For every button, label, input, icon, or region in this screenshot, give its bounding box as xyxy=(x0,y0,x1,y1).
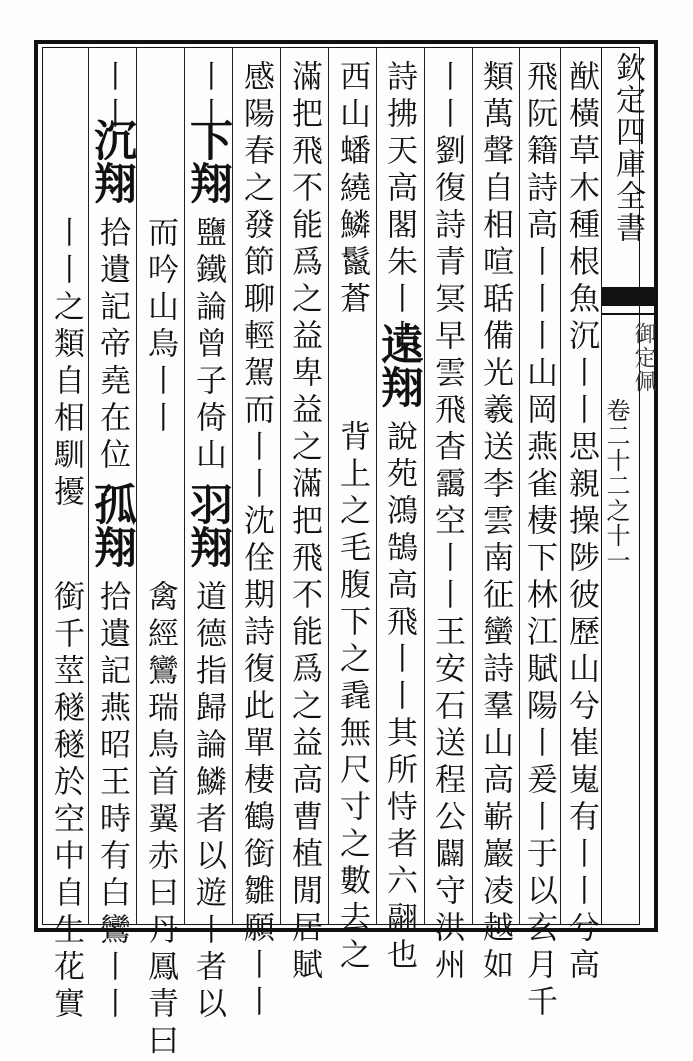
text-column: 禽經鸞瑞鳥首翼赤曰丹鳳青曰 xyxy=(142,580,178,1061)
column-rule xyxy=(472,47,473,925)
entry-heading: 沉翔 xyxy=(87,118,137,204)
column-rule xyxy=(424,47,425,925)
text-column: 銜千莖穟穟於空中自生花實 xyxy=(48,580,84,1024)
text-column: 感陽春之發節聊輕駕而丨丨沈佺期詩復此單棲鶴銜雛願丨丨 xyxy=(238,60,274,1022)
text-column: 說苑鴻鵠高飛丨丨其所恃者六翮也 xyxy=(381,420,417,975)
fish-tail-mark xyxy=(601,301,658,306)
column-rule xyxy=(376,47,377,925)
entry-heading: 遠翔 xyxy=(374,322,424,408)
text-column: 丨丨 xyxy=(94,60,130,134)
text-column: 拾遺記燕昭王時有白鸞丨丨 xyxy=(94,580,130,1024)
column-rule xyxy=(280,47,281,925)
margin-title: 欽定四庫全書 xyxy=(610,52,645,244)
entry-heading: 下翔 xyxy=(183,118,233,204)
column-rule xyxy=(328,47,329,925)
text-column: 背上之毛腹下之毳無尺寸之數去之 xyxy=(334,420,370,975)
text-column: 鹽鐵論曾子倚山 xyxy=(190,216,226,475)
fish-tail-mark xyxy=(601,287,658,301)
column-rule xyxy=(519,47,520,925)
column-rule xyxy=(560,47,561,925)
margin-volume: 卷二十二之十一 xyxy=(602,398,630,573)
text-column: 而吟山鳥丨丨 xyxy=(142,216,178,438)
text-column: 道德指歸論鱗者以遊丨者以 xyxy=(190,580,226,1024)
text-column: 猷橫草木種根魚沉丨丨思親操陟彼歷山兮崔嵬有丨丨兮高 xyxy=(563,60,599,985)
text-column: 丨丨 xyxy=(190,60,226,134)
margin-subtitle: 御定佩 xyxy=(631,322,656,394)
fish-tail-line xyxy=(601,313,658,315)
text-column: 拾遺記帝堯在位 xyxy=(94,216,130,475)
text-column: 滿把飛不能爲之益卑益之滿把飛不能爲之益高曹植閒居賦 xyxy=(286,60,322,985)
text-column: 丨丨之類自相馴擾 xyxy=(48,216,84,512)
text-column: 飛阮籍詩高丨丨丨山岡燕雀棲下林江賦陽丨爰丨于以玄月千 xyxy=(521,60,557,1022)
text-column: 類萬聲自相喧聒備光羲送李雲南征蠻詩羣山高嶄巖凌越如 xyxy=(477,60,513,985)
entry-heading: 羽翔 xyxy=(183,482,233,568)
text-column: 西山蟠繞鱗鬣蒼 xyxy=(334,60,370,319)
entry-heading: 孤翔 xyxy=(87,482,137,568)
text-column: 詩拂天高閣朱丨丨 xyxy=(381,60,417,356)
text-column: 丨丨劉復詩青冥早雲飛杳靄空丨丨王安石送程公闢守洪州 xyxy=(429,60,465,985)
